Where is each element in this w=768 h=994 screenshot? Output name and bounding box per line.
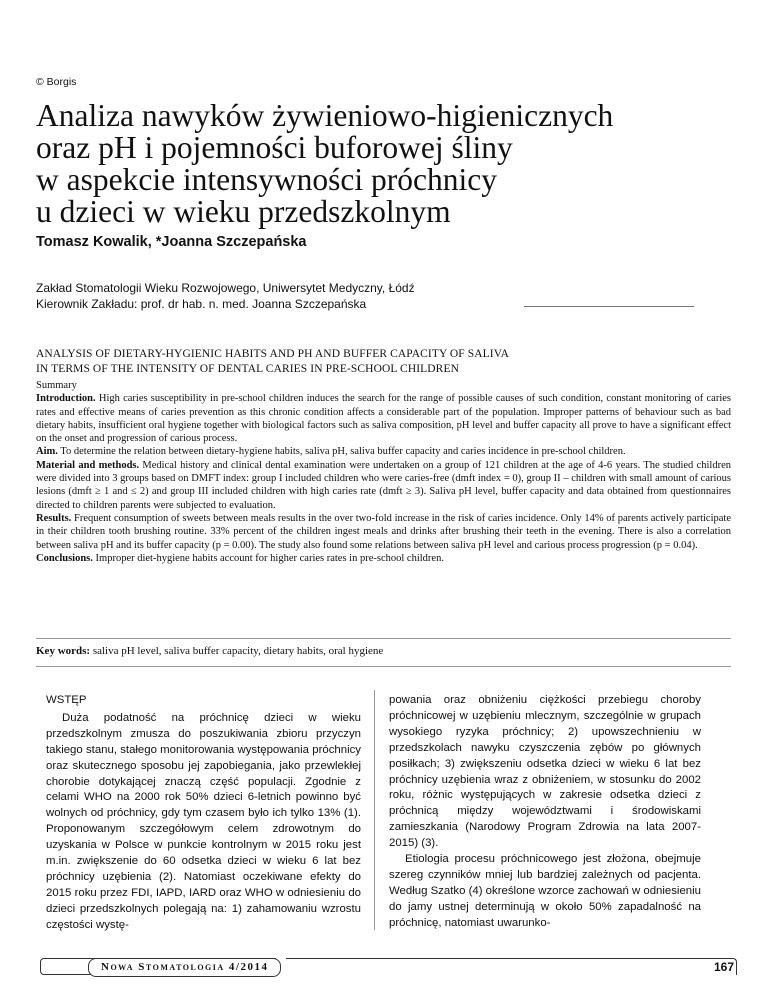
aim-text: To determine the relation between dietary-hygiene habits, saliva pH, saliva buffer capacity and caries incidence in pre-school children.	[57, 446, 626, 458]
keywords	[36, 645, 731, 657]
body-paragraph: Duża podatność na próchnicę dzieci w wieku przedszkolnym zmusza do poszukiwania zbioru przyczyn takiego stanu, stałego monitorowania występowania próchnicy oraz skutecznego sposobu jej zapobiegania, jako przewlekłej chorobie dotykającej znaczą część populacji. Zgodnie z celami WHO na 2000 rok 50% dzieci 6-letnich powinno być wolnych od próchnicy, gdy tym czasem było ich tylko 13% (1). Proponowanym szczegółowym celem zdrowotnym do uzyskania w Polsce w punkcie kontrolnym w 2015 roku jest m.in. zwiększenie do 60 odsetka dzieci w wieku 6 lat bez próchnicy uzębienia (2). Natomiast oczekiwane efekty do 2015 roku przez FDI, IAPD, IARD oraz WHO w odniesieniu do dzieci przedszkolnych polegają na: 1) zahamowaniu wzrostu częstości wystę-	[46, 711, 361, 931]
title-line: u dzieci w wieku przedszkolnym	[36, 194, 451, 229]
abstract	[36, 379, 731, 565]
results-label: Results.	[36, 512, 72, 524]
affiliation-line: Kierownik Zakładu: prof. dr hab. n. med. Joanna Szczepańska	[36, 297, 367, 311]
title-line: oraz pH i pojemności buforowej śliny	[36, 130, 513, 165]
affiliation-line: Zakład Stomatologii Wieku Rozwojowego, Uniwersytet Medyczny, Łódź	[36, 281, 415, 295]
affiliation	[36, 280, 415, 312]
authors: Tomasz Kowalik, *Joanna Szczepańska	[36, 234, 307, 250]
article-title	[36, 100, 736, 228]
results-text: Frequent consumption of sweets between meals results in the over two-fold increase in the risk of caries incidence. Only 14% of parents actively participate in their children tooth brushing routine. 33% percent of the children ingest meals and drinks after brushing their teeth in the evening. There is also a correlation between saliva pH and its buffer capacity (p = 0.00). The study also found some relations between saliva pH level and carious process progression (p = 0.04).	[36, 512, 731, 551]
page-number: 167	[713, 960, 734, 974]
keywords-label: Key words:	[36, 645, 91, 657]
conclusions-label: Conclusions.	[36, 552, 93, 564]
title-line: Analiza nawyków żywieniowo-higienicznych	[36, 98, 614, 133]
keywords-text: saliva pH level, saliva buffer capacity, dietary habits, oral hygiene	[90, 645, 384, 657]
abstract-results	[36, 512, 731, 552]
english-title	[36, 347, 509, 377]
body-paragraph: Etiologia procesu próchnicowego jest złożona, obejmuje szereg czynników mniej lub bardziej zależnych od pacjenta. Według Szatko (4) określone wzorce zachowań w odniesieniu do jamy ustnej determinują w około 50% zapadalność na próchnicę, natomiast uwarunko-	[389, 853, 701, 929]
methods-label: Material and methods.	[36, 459, 140, 471]
column-separator	[374, 690, 375, 930]
summary-label: Summary	[36, 380, 77, 391]
conclusions-text: Improper diet-hygiene habits account for higher caries rates in pre-school children.	[92, 552, 444, 564]
aim-label: Aim.	[36, 446, 58, 458]
body-column-left	[46, 693, 361, 934]
abstract-introduction	[36, 392, 731, 445]
keywords-top-rule	[36, 638, 731, 639]
methods-text: Medical history and clinical dental examination were undertaken on a group of 121 children at the age of 4-6 years. The studied children were divided into 3 groups based on DMFT index: group I included children who were caries-free (dmft index = 0), group II – children with small amount of carious lesions (dmft ≥ 1 and ≤ 2) and group III included children with high caries rate (dmft ≥ 3). Saliva pH level, buffer capacity and data obtained from questionnaires directed to children parents were subjected to evaluation.	[36, 459, 731, 511]
keywords-bottom-rule	[36, 666, 731, 667]
introduction-label: Introduction.	[36, 393, 96, 405]
body-paragraph: powania oraz obniżeniu ciężkości przebiegu choroby próchnicowej w uzębieniu mlecznym, szczególnie w grupach wysokiego ryzyka próchnicy; 2) upowszechnieniu w przedszkolach nawyku czyszczenia zębów po głównych posiłkach; 3) zwiększeniu odsetka dzieci w wieku 6 lat bez próchnicy uzębienia wraz z obniżeniem, w stosunku do 2002 roku, różnic występujących w zakresie odsetka dzieci z próchnicą między województwami i środowiskami zamieszkania (Narodowy Program Zdrowia na lata 2007-2015) (3).	[389, 694, 701, 850]
body-column-right	[389, 693, 701, 932]
abstract-conclusions	[36, 552, 731, 565]
title-line: w aspekcie intensywności próchnicy	[36, 162, 497, 197]
english-title-line: IN TERMS OF THE INTENSITY OF DENTAL CARIES IN PRE-SCHOOL CHILDREN	[36, 363, 459, 375]
english-title-line: ANALYSIS OF DIETARY-HYGIENIC HABITS AND PH AND BUFFER CAPACITY OF SALIVA	[36, 348, 510, 360]
abstract-methods	[36, 459, 731, 512]
journal-name: Nowa Stomatologia 4/2014	[88, 958, 281, 977]
abstract-aim	[36, 445, 731, 458]
section-heading: WSTĘP	[46, 694, 87, 706]
affiliation-rule	[524, 306, 694, 307]
introduction-text: High caries susceptibility in pre-school children induces the search for the range of possible causes of such condition, constant monitoring of caries rates and effective means of caries prevention as this chronic condition affects a considerable part of the population. Improper patterns of behaviour such as bad dietary habits, insufficient oral hygiene together with biological factors such as saliva composition, pH level and buffer capacity all prove to have a significant effect on the onset and progression of carious process.	[36, 393, 731, 445]
publisher-label: © Borgis	[36, 76, 77, 88]
